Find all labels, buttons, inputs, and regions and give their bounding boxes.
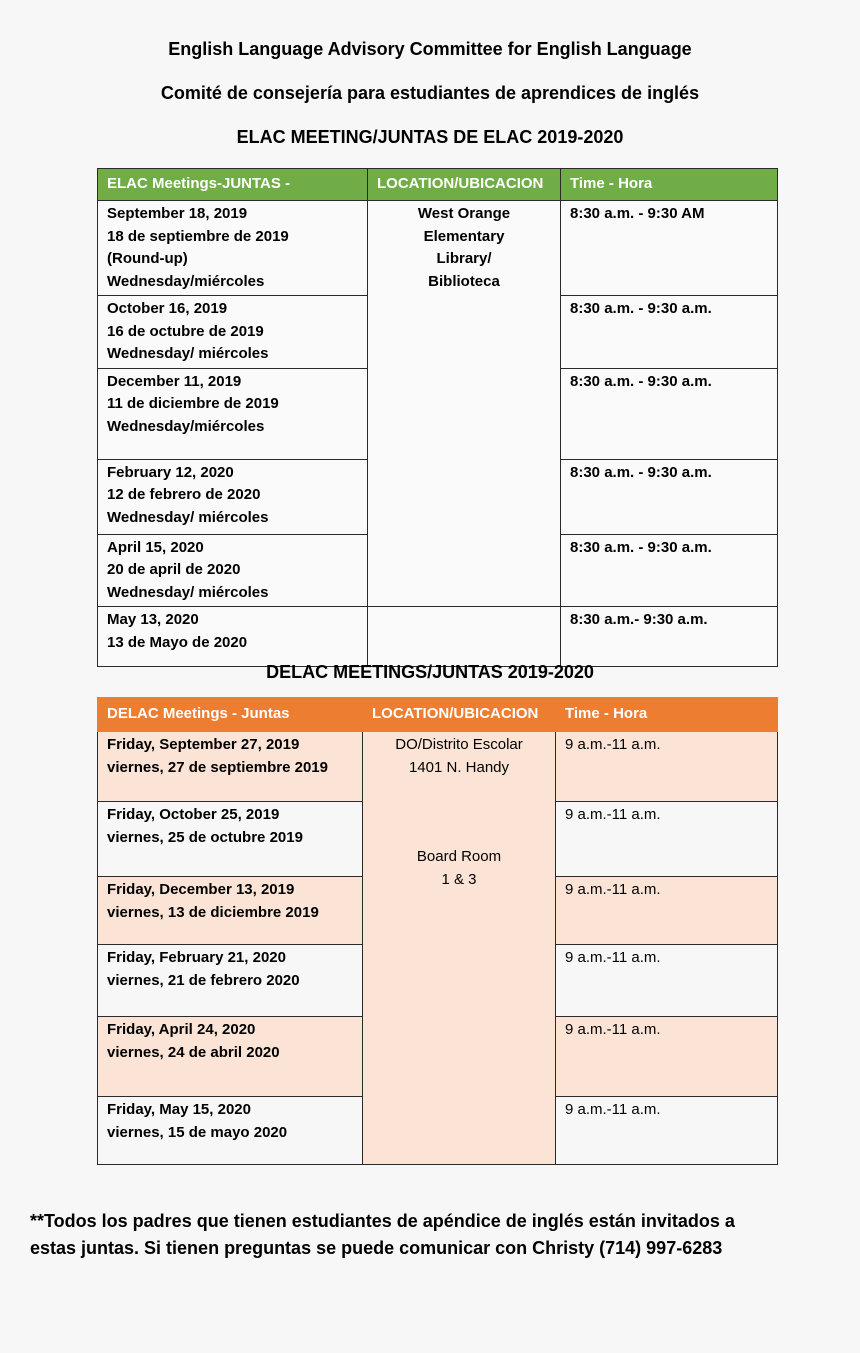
elac-time-cell: 8:30 a.m. - 9:30 a.m. <box>561 534 778 607</box>
delac-time-cell: 9 a.m.-11 a.m. <box>556 1097 778 1165</box>
delac-time-cell: 9 a.m.-11 a.m. <box>556 877 778 945</box>
elac-time-cell: 8:30 a.m. - 9:30 AM <box>561 201 778 296</box>
date-line: 12 de febrero de 2020 <box>107 486 261 503</box>
delac-time-cell: 9 a.m.-11 a.m. <box>556 732 778 802</box>
delac-header-row <box>98 698 778 732</box>
date-line: Friday, May 15, 2020 <box>107 1101 251 1118</box>
delac-section-title: DELAC MEETINGS/JUNTAS 2019-2020 <box>266 662 594 682</box>
elac-date-cell <box>98 368 368 459</box>
date-line: December 11, 2019 <box>107 372 242 390</box>
elac-time-cell: 8:30 a.m.- 9:30 a.m. <box>561 607 778 667</box>
elac-schedule-table <box>97 168 778 667</box>
table-row <box>98 201 778 296</box>
date-line: Wednesday/ miércoles <box>107 583 269 601</box>
date-line: viernes, 21 de febrero 2020 <box>107 971 300 989</box>
delac-time-cell: 9 a.m.-11 a.m. <box>556 945 778 1017</box>
delac-location-cell <box>363 732 556 1165</box>
date-line: Wednesday/ miércoles <box>107 508 269 526</box>
delac-time-cell: 9 a.m.-11 a.m. <box>556 1017 778 1097</box>
delac-date-cell <box>98 732 363 802</box>
elac-section-title: ELAC MEETING/JUNTAS DE ELAC 2019-2020 <box>236 127 624 147</box>
document-title-line1: English Language Advisory Committee for English Language <box>168 39 692 59</box>
delac-schedule-table <box>97 697 778 1165</box>
table-row <box>98 732 778 802</box>
elac-date-cell <box>98 459 368 534</box>
elac-date-cell <box>98 201 368 296</box>
location-line: Library/ <box>436 250 492 267</box>
footer-note <box>30 1208 845 1262</box>
date-line: Friday, September 27, 2019 <box>107 736 300 753</box>
date-line: viernes, 24 de abril 2020 <box>107 1043 280 1061</box>
elac-header-date: ELAC Meetings-JUNTAS - <box>98 169 368 201</box>
delac-date-cell <box>98 877 363 945</box>
elac-date-cell <box>98 534 368 607</box>
date-line: 13 de Mayo de 2020 <box>107 633 248 651</box>
elac-header-location: LOCATION/UBICACION <box>368 169 561 201</box>
date-line: viernes, 27 de septiembre 2019 <box>107 758 328 776</box>
delac-date-cell <box>98 1017 363 1097</box>
date-line: Wednesday/ miércoles <box>107 345 269 362</box>
elac-time-cell: 8:30 a.m. - 9:30 a.m. <box>561 368 778 459</box>
date-line: 20 de april de 2020 <box>107 561 241 578</box>
delac-header-date: DELAC Meetings - Juntas <box>98 698 363 732</box>
date-line: October 16, 2019 <box>107 300 228 317</box>
elac-header-row <box>98 169 778 201</box>
date-line: May 13, 2020 <box>107 611 199 628</box>
date-line: Wednesday/miércoles <box>107 417 265 435</box>
delac-header-time: Time - Hora <box>556 698 778 732</box>
delac-date-cell <box>98 1097 363 1165</box>
elac-time-cell: 8:30 a.m. - 9:30 a.m. <box>561 296 778 369</box>
date-line: viernes, 15 de mayo 2020 <box>107 1123 288 1141</box>
delac-header-location: LOCATION/UBICACION <box>363 698 556 732</box>
date-line: 11 de diciembre de 2019 <box>107 395 279 412</box>
date-line: Friday, October 25, 2019 <box>107 806 280 823</box>
date-line: (Round-up) <box>107 250 188 267</box>
elac-time-cell: 8:30 a.m. - 9:30 a.m. <box>561 459 778 534</box>
delac-date-cell <box>98 945 363 1017</box>
location-line: Biblioteca <box>428 272 500 290</box>
footer-line: **Todos los padres que tienen estudiantes de apéndice de inglés están invitados a <box>30 1211 735 1231</box>
date-line: Wednesday/miércoles <box>107 272 265 290</box>
location-line: 1 & 3 <box>441 870 477 888</box>
location-line: Elementary <box>423 227 505 245</box>
date-line: viernes, 13 de diciembre 2019 <box>107 903 319 921</box>
date-line: Friday, April 24, 2020 <box>107 1021 256 1038</box>
elac-location-cell <box>368 201 561 607</box>
location-line: Board Room <box>416 848 502 865</box>
document-title-line2: Comité de consejería para estudiantes de aprendices de inglés <box>160 83 700 103</box>
date-line: Friday, December 13, 2019 <box>107 881 295 898</box>
elac-header-time: Time - Hora <box>561 169 778 201</box>
location-line: DO/Distrito Escolar <box>395 736 523 753</box>
date-line: 18 de septiembre de 2019 <box>107 227 289 245</box>
elac-date-cell <box>98 296 368 369</box>
location-line: West Orange <box>417 205 511 222</box>
date-line: February 12, 2020 <box>107 463 234 481</box>
elac-date-cell <box>98 607 368 667</box>
date-line: April 15, 2020 <box>107 538 204 556</box>
delac-time-cell: 9 a.m.-11 a.m. <box>556 802 778 877</box>
date-line: September 18, 2019 <box>107 205 248 222</box>
delac-date-cell <box>98 802 363 877</box>
date-line: viernes, 25 de octubre 2019 <box>107 828 303 846</box>
date-line: Friday, February 21, 2020 <box>107 949 286 966</box>
date-line: 16 de octubre de 2019 <box>107 322 264 340</box>
elac-location-cell-empty <box>368 607 561 667</box>
table-row <box>98 607 778 667</box>
location-line: 1401 N. Handy <box>408 758 510 776</box>
footer-line: estas juntas. Si tienen preguntas se puede comunicar con Christy (714) 997-6283 <box>30 1238 723 1258</box>
